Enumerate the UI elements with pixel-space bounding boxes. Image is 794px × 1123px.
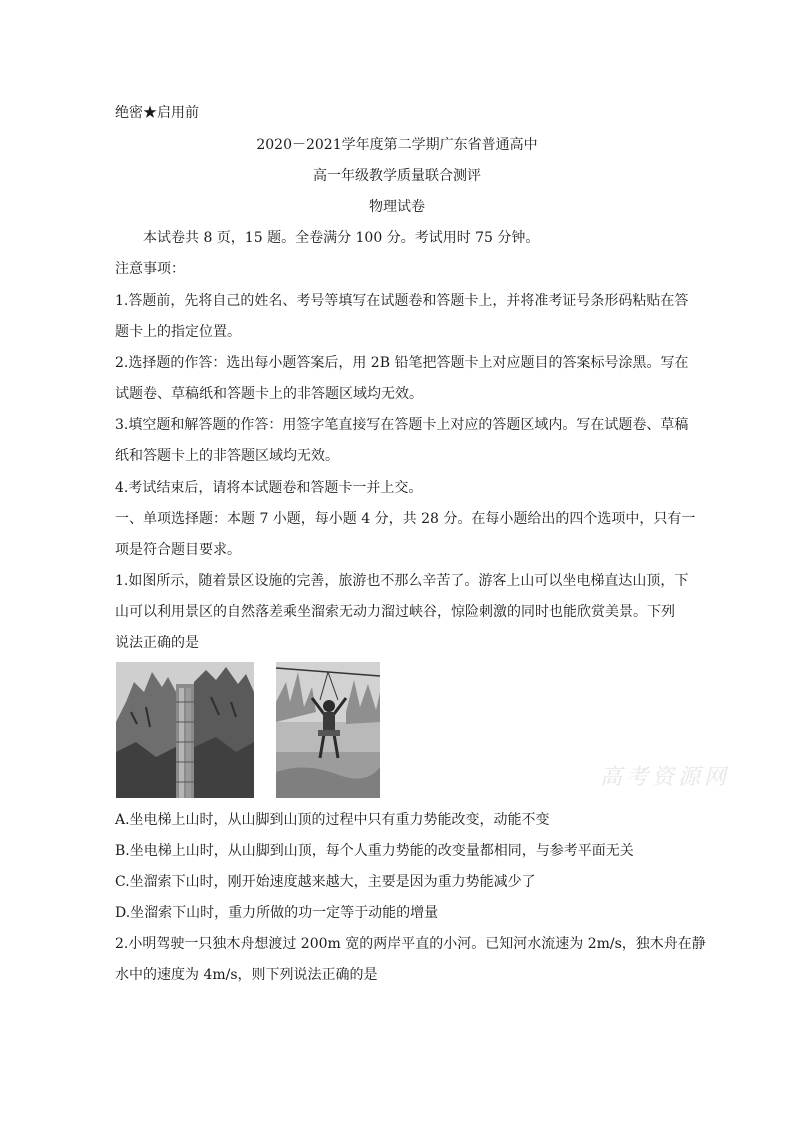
cliff-elevator-photo (116, 662, 254, 798)
subject-title: 物理试卷 (369, 199, 425, 215)
note-line: 1.答题前，先将自己的姓名、考号等填写在试题卷和答题卡上，并将准考证号条形码粘贴在答 (115, 293, 689, 309)
note-line: 3.填空题和解答题的作答：用签字笔直接写在答题卡上对应的答题区域内。写在试题卷、草稿 (115, 417, 689, 433)
exam-info: 本试卷共 8 页，15 题。全卷满分 100 分。考试用时 75 分钟。 (143, 230, 540, 246)
question-1-stem: 说法正确的是 (115, 635, 199, 651)
question-2-stem: 水中的速度为 4m/s，则下列说法正确的是 (115, 967, 378, 983)
zipline-photo (276, 662, 380, 798)
option-b: B.坐电梯上山时，从山脚到山顶，每个人重力势能的改变量都相同，与参考平面无关 (115, 843, 634, 859)
question-1-stem: 山可以利用景区的自然落差乘坐溜索无动力溜过峡谷，惊险刺激的同时也能欣赏美景。下列 (115, 604, 675, 620)
section-heading: 项是符合题目要求。 (115, 542, 241, 558)
exam-title: 2020－2021学年度第二学期广东省普通高中 (256, 137, 538, 153)
note-line: 试题卷、草稿纸和答题卡上的非答题区域均无效。 (115, 386, 423, 402)
section-heading: 一、单项选择题：本题 7 小题，每小题 4 分，共 28 分。在每小题给出的四个选项中，只有一 (115, 511, 696, 527)
note-line: 题卡上的指定位置。 (115, 324, 241, 340)
option-d: D.坐溜索下山时，重力所做的功一定等于动能的增量 (115, 905, 439, 921)
note-line: 2.选择题的作答：选出每小题答案后，用 2B 铅笔把答题卡上对应题目的答案标号涂黑。写在 (115, 355, 689, 371)
question-1-stem: 1.如图所示，随着景区设施的完善，旅游也不那么辛苦了。游客上山可以坐电梯直达山顶，下 (115, 573, 689, 589)
option-a: A.坐电梯上山时，从山脚到山顶的过程中只有重力势能改变，动能不变 (115, 812, 550, 828)
question-2-stem: 2.小明驾驶一只独木舟想渡过 200m 宽的两岸平直的小河。已知河水流速为 2m/s，独木舟在静 (115, 936, 706, 952)
option-c: C.坐溜索下山时，刚开始速度越来越大，主要是因为重力势能减少了 (115, 874, 536, 890)
confidential-label: 绝密★启用前 (115, 105, 199, 121)
note-line: 纸和答题卡上的非答题区域均无效。 (115, 448, 339, 464)
watermark-logo: 高考资源网 (600, 765, 731, 790)
note-line: 4.考试结束后，请将本试题卷和答题卡一并上交。 (115, 480, 423, 496)
notes-heading: 注意事项： (115, 261, 185, 277)
exam-subtitle: 高一年级教学质量联合测评 (313, 168, 481, 184)
